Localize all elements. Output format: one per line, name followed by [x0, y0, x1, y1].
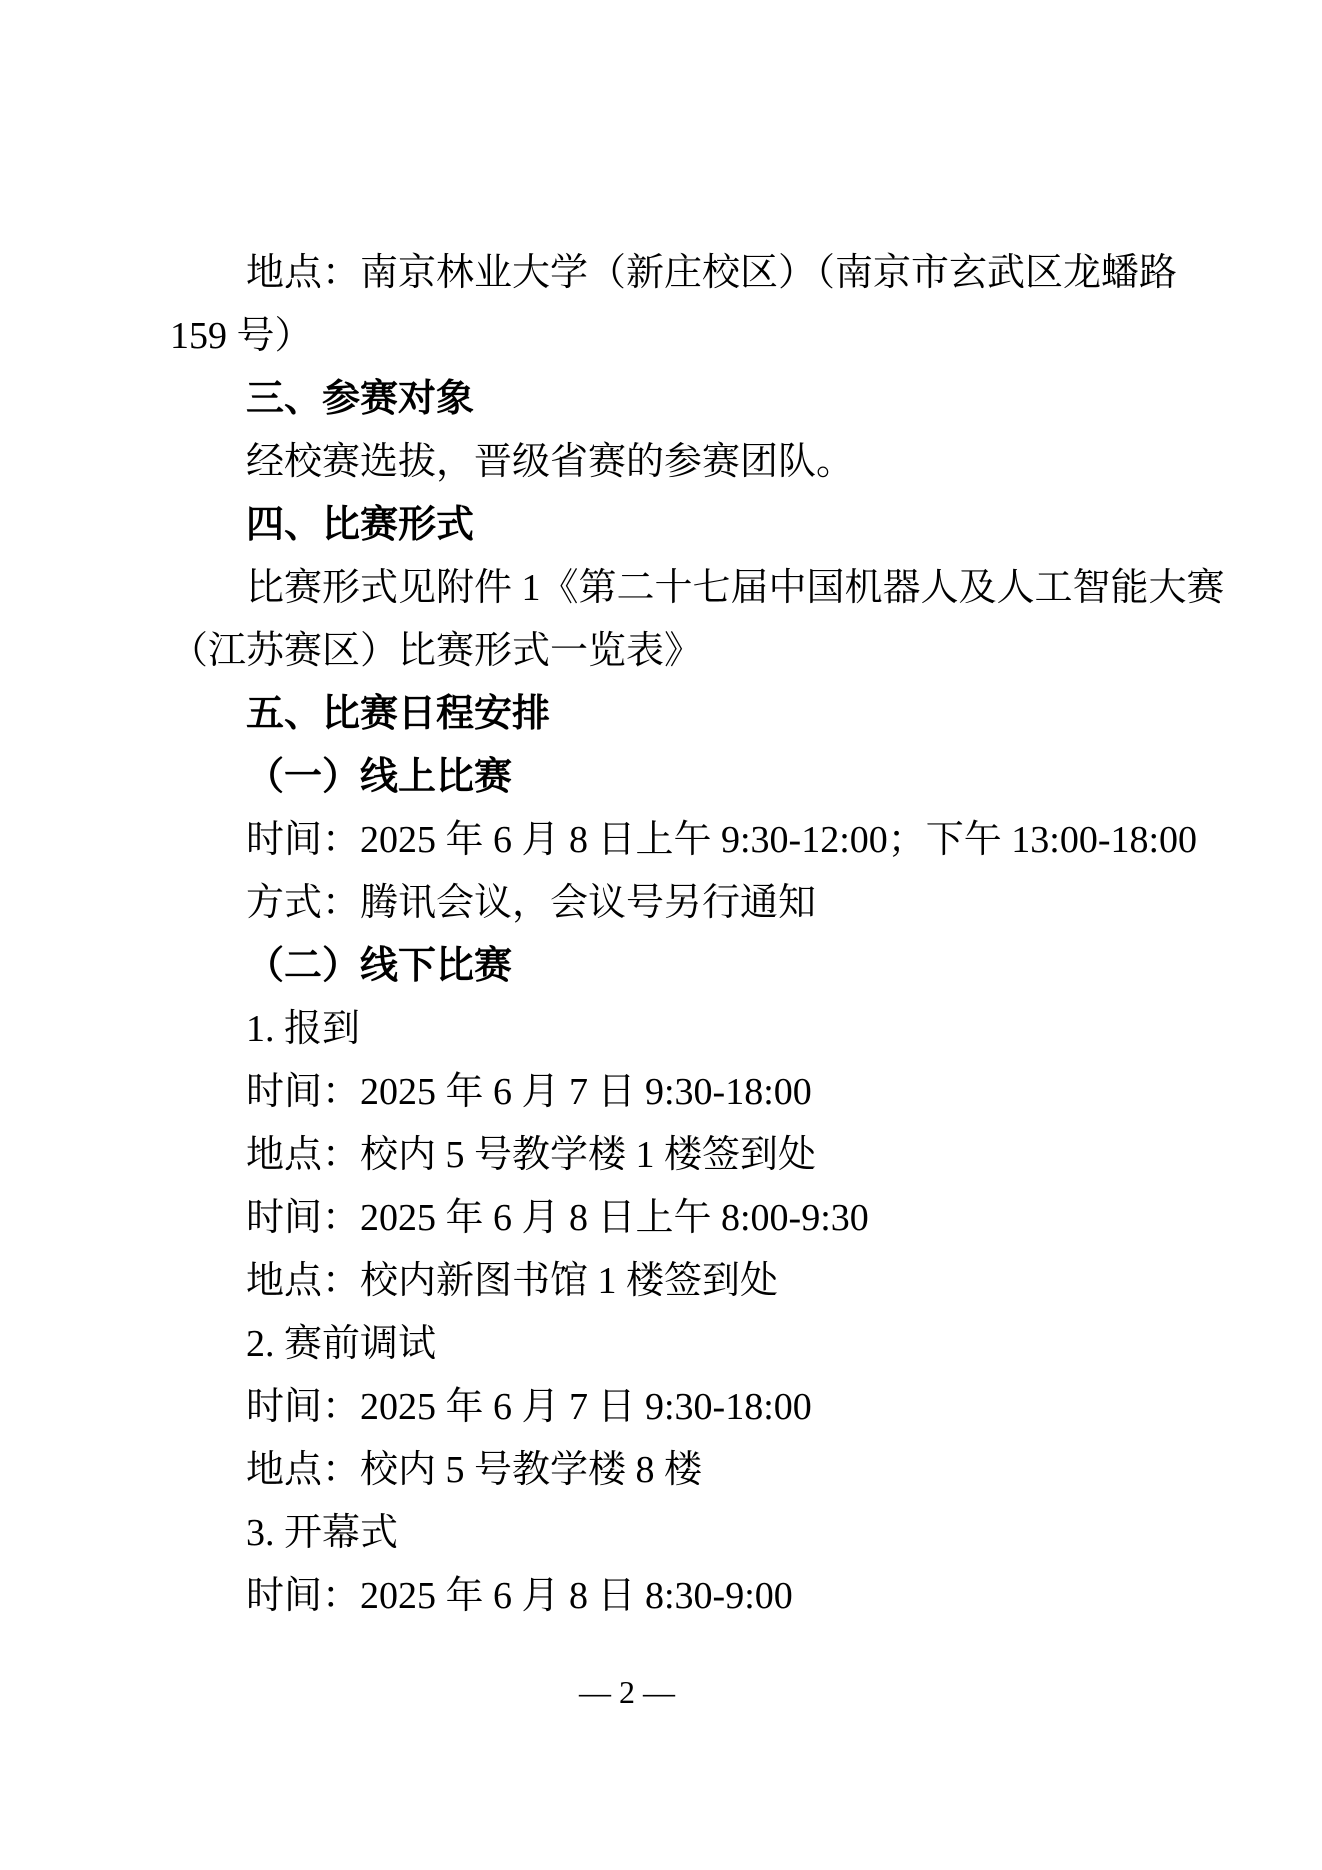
- section-heading: 五、比赛日程安排: [246, 693, 551, 735]
- text-line: 方式：腾讯会议，会议号另行通知: [246, 882, 817, 924]
- numbered-item: 2. 赛前调试: [246, 1323, 437, 1365]
- numbered-item: 3. 开幕式: [246, 1512, 399, 1554]
- numbered-item: 1. 报到: [246, 1008, 361, 1050]
- text-line: 时间：2025 年 6 月 7 日 9:30-18:00: [246, 1071, 812, 1113]
- text-line: （江苏赛区）比赛形式一览表》: [170, 630, 703, 672]
- section-heading: 四、比赛形式: [246, 504, 475, 546]
- sub-heading: （二）线下比赛: [246, 945, 513, 987]
- text-line: 时间：2025 年 6 月 8 日上午 9:30-12:00；下午 13:00-18:00: [246, 819, 1198, 861]
- text-line: 地点：南京林业大学（新庄校区）（南京市玄武区龙蟠路: [246, 252, 1178, 294]
- text-line: 地点：校内 5 号教学楼 8 楼: [246, 1449, 703, 1491]
- text-line: 地点：校内新图书馆 1 楼签到处: [246, 1260, 779, 1302]
- text-line: 比赛形式见附件 1《第二十七届中国机器人及人工智能大赛: [246, 567, 1225, 609]
- page-number: — 2 —: [579, 1674, 675, 1710]
- sub-heading: （一）线上比赛: [246, 756, 513, 798]
- text-line: 时间：2025 年 6 月 7 日 9:30-18:00: [246, 1386, 812, 1428]
- text-line: 159 号）: [170, 315, 313, 357]
- text-line: 地点：校内 5 号教学楼 1 楼签到处: [246, 1134, 817, 1176]
- page-footer: [0, 1672, 1288, 1712]
- text-line: 时间：2025 年 6 月 8 日上午 8:00-9:30: [246, 1197, 869, 1239]
- text-line: 经校赛选拔，晋级省赛的参赛团队。: [246, 441, 855, 483]
- text-line: 时间：2025 年 6 月 8 日 8:30-9:00: [246, 1575, 793, 1617]
- section-heading: 三、参赛对象: [246, 378, 475, 420]
- document-body: [170, 242, 1225, 1628]
